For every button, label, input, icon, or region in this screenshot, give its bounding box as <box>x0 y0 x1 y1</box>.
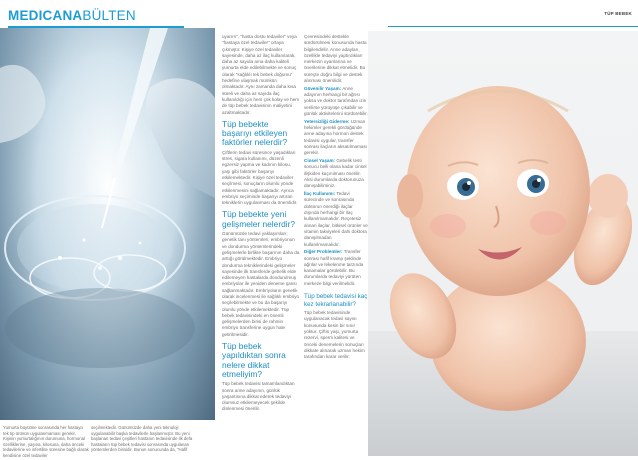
bottom-text-column-b <box>91 425 203 454</box>
lead-sexual-life: Cinsel Yaşam: <box>304 158 336 164</box>
text-support: Uzman hekimler gerekli gördüğünde anne adayına hormon destek tedavisi uygular, transfer sonrası ilaçların aksatılmaması gerekir. <box>304 118 368 156</box>
text-medication: Tedavi sürecinde ve sonrasında doktorun önerdiği ilaçlar dışında herhangi bir ilaç kullanılmamalıdır. Reçetesiz alınan ilaçlar, bitkisel ürünler ve vitamin takviyeleri dahi doktora danışılmadan kullanılmamalıdır. <box>304 191 368 247</box>
column2-item-sexual-life <box>304 158 368 189</box>
ivf-lab-photo <box>0 28 215 420</box>
logo-text-bulten: BÜLTEN <box>82 8 136 23</box>
text-other-problems: Transfer sonrası hafif kramp şeklinde ağrılar ve lekelenme tarzında kanamalar görülebilir. Bu durumlarda tedaviyi yürüten merkeze bilgi verilmelidir. <box>304 249 364 286</box>
header-divider <box>388 26 638 27</box>
heading-success-factors: Tüp bebekte başarıyı etkileyen faktörler nelerdir? <box>222 118 288 148</box>
lead-life: Güvenilir Yaşam: <box>304 85 342 91</box>
bottom-paragraph-a: Yumurta büyütme sonrasında her hastaya tek tip ürünün uygulanmaması gerekir. Kişinin yumurtalığının durumuna, hormonal özelliklerine, yaşına, kilosuna, daha önceki tedavilerine ve infertilite süresine bağlı olarak kendisine özel tedaviler <box>3 425 89 458</box>
column2-item-support <box>304 119 368 157</box>
logo-text-medicana: MEDICANA <box>8 8 83 23</box>
column2-item-medication <box>304 191 368 248</box>
lead-support: Yetersizliği Giderme: <box>304 118 350 124</box>
heading-new-developments: Tüp bebekte yeni gelişmeler nelerdir? <box>222 209 296 229</box>
article-column-1 <box>222 34 300 414</box>
baby-illustration <box>368 31 638 456</box>
column2-item-life <box>304 86 368 117</box>
column1-paragraph-4: Tüp bebek tedavisi tamamlandıktan sonra anne adayının, günlük yaşantısına dikkat ederek tedaviyi olumsuz etkilemeyecek şekilde dinlenmesi önerilir. <box>222 381 295 412</box>
article-column-2 <box>304 34 368 362</box>
section-tag: TÜP BEBEK <box>604 11 632 16</box>
column1-paragraph-3: Günümüzde tedavi yaklaşımları; genetik tanı yöntemleri, embriyonun ve dondurma yöntemlerindeki gelişmelerle birlikte başarının daha da arttığı görülmektedir. Embriyo dondurma tekniklerindeki gelişmeler sayesinde ilk transferde gebelik elde edilemeyen hastalarda dondurulmuş embriyolar ile yeniden deneme şansı sağlanmaktadır. Embriyoların genetik olarak incelenmesi ile sağlıklı embriyo seçilebilmekte ve bu da başarıyı olumlu yönde etkilemektedir. Tüp bebek tedavisindeki en önemli gelişmelerden birisi de rahmin embriyo transferine uygun hale getirilmesidir. <box>222 231 300 337</box>
column2-paragraph-1: Çevresindeki destekle sürdürülmesi konusunda hasta bilgilendirilir. Anne adayları, özellikle tedaviyi yaptırdıkları merkezin uyarılarına ve önerilerine dikkat etmelidir. Bu süreçte doğru bilgi ve destek alınması önemlidir. <box>304 34 367 84</box>
heading-after-ivf-care: Tüp bebek yapıldıktan sonra nelere dikkat etmeliyim? <box>222 341 286 379</box>
newsletter-logo <box>8 9 136 23</box>
column2-item-other-problems <box>304 249 368 287</box>
text-sexual-life: Gebelik testi sonucu belli olana kadar cinsel ilişkiden kaçınılması önerilir. Aksi durumlarda doktorunuza danışabilirsiniz. <box>304 158 367 189</box>
lead-medication: İlaç Kullanımı: <box>304 191 336 197</box>
baby-photo <box>368 31 638 456</box>
heading-repeat-treatment: Tüp bebek tedavisi kaç kez tekrarlanabilir? <box>304 293 368 308</box>
text-life: Anne adayının herhangi bir ağrısı yoksa ve doktor tarafından izin verilirse yürüyüşe çıkabilir ve günlük aktivitelerini sürdürebilir. <box>304 85 368 117</box>
column1-paragraph-1: uyarım", "hasta dostu tedaviler" veya "hastaya özel tedaviler" ortaya çıkmıştır. Kişiye özel tedaviler sayesinde, daha az ilaç kullanılarak, daha az sayıda ama daha kaliteli yumurta elde edilebilmekte ve sonuç olarak "sağlıklı tek bebek doğumu" hedefine ulaşmak mümkün olmaktadır. Aynı zamanda daha kısa süreli ve daha az sayıda ilaç kullanıldığı için hem çok kolay ve hem de tüp bebek tedavisinin maliyetini azaltmaktadır. <box>222 34 300 115</box>
ivf-petri-dish-illustration <box>0 28 215 420</box>
bottom-text-column-a <box>3 425 89 460</box>
lead-other-problems: Diğer Problemler: <box>304 249 343 255</box>
column2-paragraph-last: Tüp bebek tedavisinde uygulanacak tedavi sayısı konusunda kesin bir sınır yoktur. Çiftin yaşı, yumurta rezervi, sperm kalitesi ve önceki denemelerin sonuçları dikkate alınarak uzman hekim tarafından karar verilir. <box>304 310 365 360</box>
bottom-paragraph-b: seçilmektedir. Günümüzde daha yeni teknoloji uygulanabilir başka tedavilerle başlanmıştır. Bu yeni başlanan tedavi çeşitleri hastanın tedavisinde ilk defa hastaların tüp bebek tedavisi sonrasında uygulanan yöntemlerden birisidir. Bunun sonucunda da, "Hafif <box>91 425 193 453</box>
column1-paragraph-2: Çiftlerin tedavi süresince yaşadıkları stres, sigara kullanımı, düzenli egzersiz yapma ve kadının kilosu, yaşı gibi faktörler başarıyı etkilemektedir. Kişiye özel tedaviler seçilmesi, sonuçların olumlu yönde etkilenmesini sağlamaktadır. Ayrıca embriyo seçiminde başarıyı artıran tekniklerin uygulanması da önemlidir. <box>222 149 298 206</box>
